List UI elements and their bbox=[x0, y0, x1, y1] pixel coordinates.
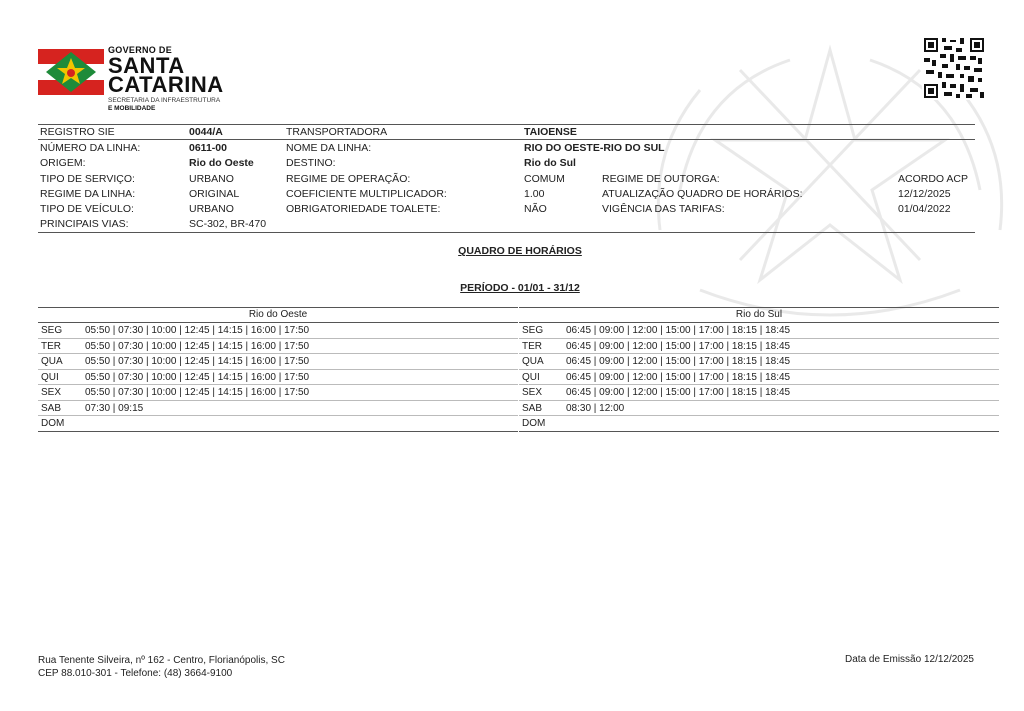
schedule-row bbox=[38, 385, 518, 401]
schedule-origin-header: Rio do Oeste bbox=[38, 307, 518, 323]
info-row-tipo-servico bbox=[38, 171, 975, 186]
emission-date: Data de Emissão 12/12/2025 bbox=[845, 654, 974, 665]
schedule-times: 06:45 | 09:00 | 12:00 | 15:00 | 17:00 | 18:15 | 18:45 bbox=[566, 340, 791, 352]
schedule-row bbox=[38, 416, 518, 432]
vias-value: SC-302, BR-470 bbox=[189, 218, 267, 231]
schedule-row bbox=[519, 339, 999, 355]
brand-line2: CATARINA bbox=[108, 72, 224, 97]
destino-label: DESTINO: bbox=[286, 157, 336, 170]
schedule-row bbox=[38, 323, 518, 339]
destino-value: Rio do Sul bbox=[524, 157, 576, 170]
address-line1: Rua Tenente Silveira, nº 162 - Centro, Florianópolis, SC bbox=[38, 655, 285, 666]
info-row-registro bbox=[38, 124, 975, 140]
address-line2: CEP 88.010-301 - Telefone: (48) 3664-9100 bbox=[38, 668, 233, 679]
brand-sub2: E MOBILIDADE bbox=[108, 105, 156, 112]
schedule-day: TER bbox=[522, 340, 542, 352]
info-row-tipo-veiculo bbox=[38, 201, 975, 216]
schedule-times: 06:45 | 09:00 | 12:00 | 15:00 | 17:00 | 18:15 | 18:45 bbox=[566, 325, 791, 336]
tipo-servico-value: URBANO bbox=[189, 172, 234, 185]
atualizacao-value: 12/12/2025 bbox=[898, 187, 951, 200]
vigencia-value: 01/04/2022 bbox=[898, 203, 951, 216]
schedule-times: 05:50 | 07:30 | 10:00 | 12:45 | 14:15 | 16:00 | 17:50 bbox=[85, 325, 310, 336]
registro-value: 0044/A bbox=[189, 126, 223, 138]
schedule-row bbox=[519, 354, 999, 370]
schedule-day: QUA bbox=[522, 356, 544, 367]
schedule-row bbox=[38, 401, 518, 417]
info-row-vias bbox=[38, 216, 975, 233]
schedule-origin-table bbox=[38, 307, 518, 432]
tipo-veiculo-value: URBANO bbox=[189, 203, 234, 216]
schedule-destination-table bbox=[519, 307, 999, 432]
schedule-row bbox=[519, 416, 999, 432]
qr-code-icon bbox=[922, 36, 986, 100]
tipo-servico-label: TIPO DE SERVIÇO: bbox=[40, 172, 135, 185]
schedule-times: 06:45 | 09:00 | 12:00 | 15:00 | 17:00 | 18:15 | 18:45 bbox=[566, 371, 791, 383]
government-logo bbox=[38, 45, 238, 117]
schedule-times: 05:50 | 07:30 | 10:00 | 12:45 | 14:15 | 16:00 | 17:50 bbox=[85, 387, 310, 398]
schedule-row bbox=[519, 401, 999, 417]
schedule-day: DOM bbox=[522, 418, 546, 429]
schedule-day: QUA bbox=[41, 356, 63, 367]
schedule-destination-header: Rio do Sul bbox=[519, 307, 999, 323]
schedule-times: 05:50 | 07:30 | 10:00 | 12:45 | 14:15 | 16:00 | 17:50 bbox=[85, 371, 310, 383]
schedule-times: 05:50 | 07:30 | 10:00 | 12:45 | 14:15 | 16:00 | 17:50 bbox=[85, 356, 310, 367]
transportadora-label: TRANSPORTADORA bbox=[286, 126, 388, 138]
info-row-regime-linha bbox=[38, 186, 975, 201]
schedule-row bbox=[38, 354, 518, 370]
nome-label: NOME DA LINHA: bbox=[286, 142, 372, 154]
regime-outorga-label: REGIME DE OUTORGA: bbox=[602, 172, 720, 185]
vias-label: PRINCIPAIS VIAS: bbox=[40, 218, 129, 231]
schedule-day: TER bbox=[41, 340, 61, 352]
schedule-row bbox=[38, 339, 518, 355]
registro-label: REGISTRO SIE bbox=[40, 126, 115, 138]
period-title: PERÍODO - 01/01 - 31/12 bbox=[460, 282, 580, 294]
schedule-row bbox=[519, 385, 999, 401]
schedule-day: SAB bbox=[522, 402, 543, 414]
schedule-times: 05:50 | 07:30 | 10:00 | 12:45 | 14:15 | 16:00 | 17:50 bbox=[85, 340, 310, 352]
santa-catarina-coat-of-arms-icon bbox=[38, 49, 104, 95]
schedule-times: 06:45 | 09:00 | 12:00 | 15:00 | 17:00 | 18:15 | 18:45 bbox=[566, 356, 791, 367]
regime-operacao-value: COMUM bbox=[524, 172, 565, 185]
toalete-value: NÃO bbox=[524, 203, 547, 216]
coeficiente-value: 1.00 bbox=[524, 187, 545, 200]
info-row-origem bbox=[38, 155, 975, 170]
origem-label: ORIGEM: bbox=[40, 157, 86, 170]
schedule-day: QUI bbox=[41, 371, 59, 383]
schedule-times: 06:45 | 09:00 | 12:00 | 15:00 | 17:00 | 18:15 | 18:45 bbox=[566, 387, 791, 398]
schedule-day: SEX bbox=[522, 387, 543, 398]
numero-value: 0611-00 bbox=[189, 142, 227, 154]
regime-outorga-value: ACORDO ACP bbox=[898, 172, 969, 185]
schedule-times: 08:30 | 12:00 bbox=[566, 402, 625, 414]
line-info-table bbox=[38, 124, 975, 233]
schedule-row bbox=[519, 323, 999, 339]
brand-text bbox=[108, 45, 224, 113]
brand-sub1: SECRETARIA DA INFRAESTRUTURA bbox=[108, 97, 221, 104]
transportadora-value: TAIOENSE bbox=[524, 126, 577, 138]
schedule-row bbox=[38, 370, 518, 386]
regime-linha-label: REGIME DA LINHA: bbox=[40, 187, 136, 200]
schedule-day: SAB bbox=[41, 402, 62, 414]
brand-gov: GOVERNO DE bbox=[108, 45, 173, 55]
schedule-row bbox=[519, 370, 999, 386]
schedule-title: QUADRO DE HORÁRIOS bbox=[458, 245, 582, 257]
regime-operacao-label: REGIME DE OPERAÇÃO: bbox=[286, 172, 411, 185]
info-row-numero bbox=[38, 140, 975, 155]
schedule-times: 07:30 | 09:15 bbox=[85, 402, 144, 414]
schedule-day: SEG bbox=[41, 325, 63, 336]
brand-line1: SANTA bbox=[108, 53, 185, 78]
toalete-label: OBRIGATORIEDADE TOALETE: bbox=[286, 203, 441, 216]
numero-label: NÚMERO DA LINHA: bbox=[40, 142, 141, 154]
schedule-day: SEX bbox=[41, 387, 62, 398]
schedule-day: SEG bbox=[522, 325, 544, 336]
origem-value: Rio do Oeste bbox=[189, 157, 254, 170]
regime-linha-value: ORIGINAL bbox=[189, 187, 240, 200]
schedule-day: QUI bbox=[522, 371, 540, 383]
tipo-veiculo-label: TIPO DE VEÍCULO: bbox=[40, 203, 134, 216]
footer-address bbox=[38, 654, 285, 680]
vigencia-label: VIGÊNCIA DAS TARIFAS: bbox=[602, 203, 725, 216]
atualizacao-label: ATUALIZAÇÃO QUADRO DE HORÁRIOS: bbox=[602, 187, 803, 200]
coeficiente-label: COEFICIENTE MULTIPLICADOR: bbox=[286, 187, 447, 200]
nome-value: RIO DO OESTE-RIO DO SUL bbox=[524, 142, 665, 154]
schedule-day: DOM bbox=[41, 418, 65, 429]
